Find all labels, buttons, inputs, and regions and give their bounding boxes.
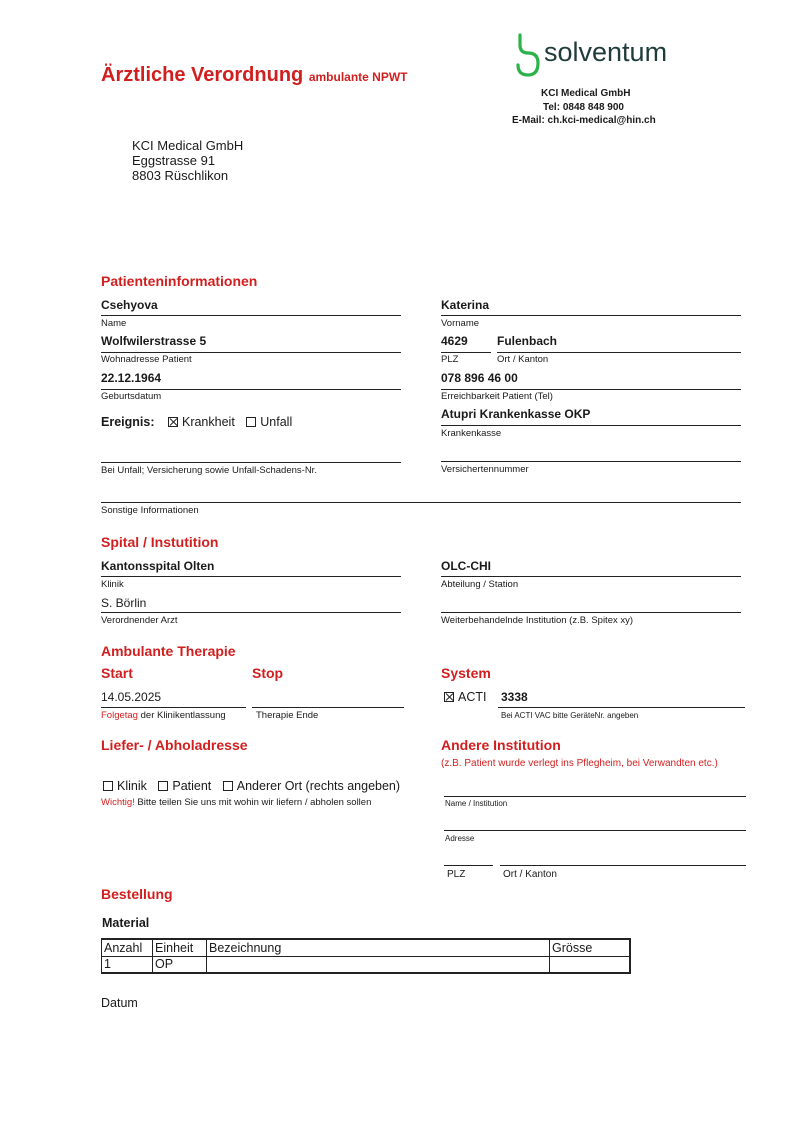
patient-firstname-label: Vorname [441,318,480,329]
therapy-start-value[interactable]: 14.05.2025 [101,690,162,704]
followup-label: Weiterbehandelnde Institution (z.B. Spitex xy) [441,615,634,626]
form-title [101,64,407,87]
delivery-clinic-label: Klinik [117,779,147,793]
institution-plz-line [444,865,493,866]
other-info-label: Sonstige Informationen [101,505,199,516]
event-illness-checkbox[interactable] [168,417,178,427]
material-label: Material [102,916,150,930]
followday-red: Folgetag [101,710,138,721]
cell-unit[interactable]: OP [153,956,207,973]
patient-name-line [101,315,401,316]
therapy-start-label [101,710,226,721]
patient-city-line [497,352,741,353]
patient-birthdate-label: Geburtsdatum [101,391,162,402]
delivery-patient-checkbox[interactable] [158,781,168,791]
patient-address-value[interactable]: Wolfwilerstrasse 5 [101,334,207,348]
institution-address-label: Adresse [445,834,475,843]
event-illness-label: Krankheit [181,415,235,429]
event-row [101,415,300,429]
other-institution-heading: Andere Institution [441,737,561,753]
company-email: E-Mail: ch.kci-medical@hin.ch [512,115,656,126]
material-table [101,938,631,974]
institution-city-line [500,865,746,866]
doctor-label: Verordnender Arzt [101,615,178,626]
col-header-unit: Einheit [153,939,207,956]
recipient-line-1: KCI Medical GmbH [132,138,244,153]
accident-insurance-label: Bei Unfall; Versicherung sowie Unfall-Schadens-Nr. [101,465,317,476]
patient-city-label: Ort / Kanton [497,354,549,365]
table-row [102,956,630,973]
institution-name-label: Name / Institution [445,799,508,808]
solventum-logo-icon [510,33,546,79]
cell-size[interactable] [550,956,630,973]
system-acti-label: ACTI [458,690,487,704]
device-number-hint: Bei ACTI VAC bitte GeräteNr. angeben [501,711,639,720]
patient-address-line [101,352,401,353]
event-accident-checkbox[interactable] [246,417,256,427]
therapy-start-heading: Start [101,665,133,681]
event-label: Ereignis: [101,415,155,429]
therapy-system-heading: System [441,665,491,681]
patient-name-value[interactable]: Csehyova [101,298,158,312]
title-main: Ärztliche Verordnung [101,64,304,86]
department-value[interactable]: OLC-CHI [441,559,491,573]
patient-phone-value[interactable]: 078 896 46 00 [441,371,518,385]
clinic-label: Klinik [101,579,124,590]
institution-name-line [444,796,746,797]
patient-heading: Patienteninformationen [101,273,258,289]
company-tel: Tel: 0848 848 900 [543,102,624,113]
patient-phone-label: Erreichbarkeit Patient (Tel) [441,391,553,402]
recipient-line-3: 8803 Rüschlikon [132,168,229,183]
system-option [444,690,486,704]
patient-name-label: Name [101,318,127,329]
doctor-value[interactable]: S. Börlin [101,596,147,610]
patient-address-label: Wohnadresse Patient [101,354,192,365]
patient-insurance-label: Krankenkasse [441,428,502,439]
delivery-clinic-checkbox[interactable] [103,781,113,791]
cell-quantity[interactable]: 1 [102,956,153,973]
insured-number-line [441,461,741,462]
device-number-line [498,707,745,708]
delivery-warning-text: Bitte teilen Sie uns mit wohin wir liefern / abholen sollen [134,797,372,808]
event-accident-label: Unfall [260,415,293,429]
followday-rest: der Klinikentlassung [137,710,226,721]
col-header-quantity: Anzahl [102,939,153,956]
delivery-warning-red: Wichtig! [101,797,135,808]
cell-description[interactable] [207,956,550,973]
patient-firstname-value[interactable]: Katerina [441,298,490,312]
clinic-value[interactable]: Kantonsspital Olten [101,559,215,573]
institution-plz-label: PLZ [447,869,466,880]
insured-number-label: Versichertennummer [441,464,529,475]
delivery-heading: Liefer- / Abholadresse [101,737,248,753]
other-info-line [101,502,741,503]
order-heading: Bestellung [101,886,173,902]
delivery-patient-label: Patient [172,779,212,793]
therapy-end-line [252,707,404,708]
solventum-logo [510,33,680,79]
col-header-description: Bezeichnung [207,939,550,956]
logo-wordmark: solventum [544,37,668,67]
delivery-options [103,779,408,793]
other-institution-note: (z.B. Patient wurde verlegt ins Pflegheim, bei Verwandten etc.) [441,758,718,769]
patient-insurance-value[interactable]: Atupri Krankenkasse OKP [441,407,591,421]
patient-birthdate-value[interactable]: 22.12.1964 [101,371,162,385]
patient-insurance-line [441,425,741,426]
patient-plz-line [441,352,491,353]
patient-birthdate-line [101,389,401,390]
patient-firstname-line [441,315,741,316]
therapy-stop-heading: Stop [252,665,284,681]
system-acti-checkbox[interactable] [444,692,454,702]
delivery-other-label: Anderer Ort (rechts angeben) [236,779,401,793]
institution-city-label: Ort / Kanton [503,869,557,880]
col-header-size: Grösse [550,939,630,956]
department-line [441,576,741,577]
therapy-heading: Ambulante Therapie [101,643,236,659]
patient-plz-label: PLZ [441,354,459,365]
doctor-line [101,612,401,613]
therapy-end-label: Therapie Ende [256,710,319,721]
institution-address-line [444,830,746,831]
delivery-other-checkbox[interactable] [223,781,233,791]
hospital-heading: Spital / Instutition [101,534,219,550]
recipient-line-2: Eggstrasse 91 [132,153,216,168]
patient-plz-value[interactable]: 4629 [441,334,468,348]
patient-city-value[interactable]: Fulenbach [497,334,558,348]
material-header-row [102,939,630,956]
department-label: Abteilung / Station [441,579,519,590]
date-label: Datum [101,996,138,1010]
therapy-start-line [101,707,246,708]
patient-phone-line [441,389,741,390]
device-number-value[interactable]: 3338 [501,690,528,704]
followup-line [441,612,741,613]
clinic-line [101,576,401,577]
company-name: KCI Medical GmbH [541,88,631,99]
delivery-warning [101,797,371,808]
title-sub: ambulante NPWT [308,70,408,84]
accident-insurance-line [101,462,401,463]
